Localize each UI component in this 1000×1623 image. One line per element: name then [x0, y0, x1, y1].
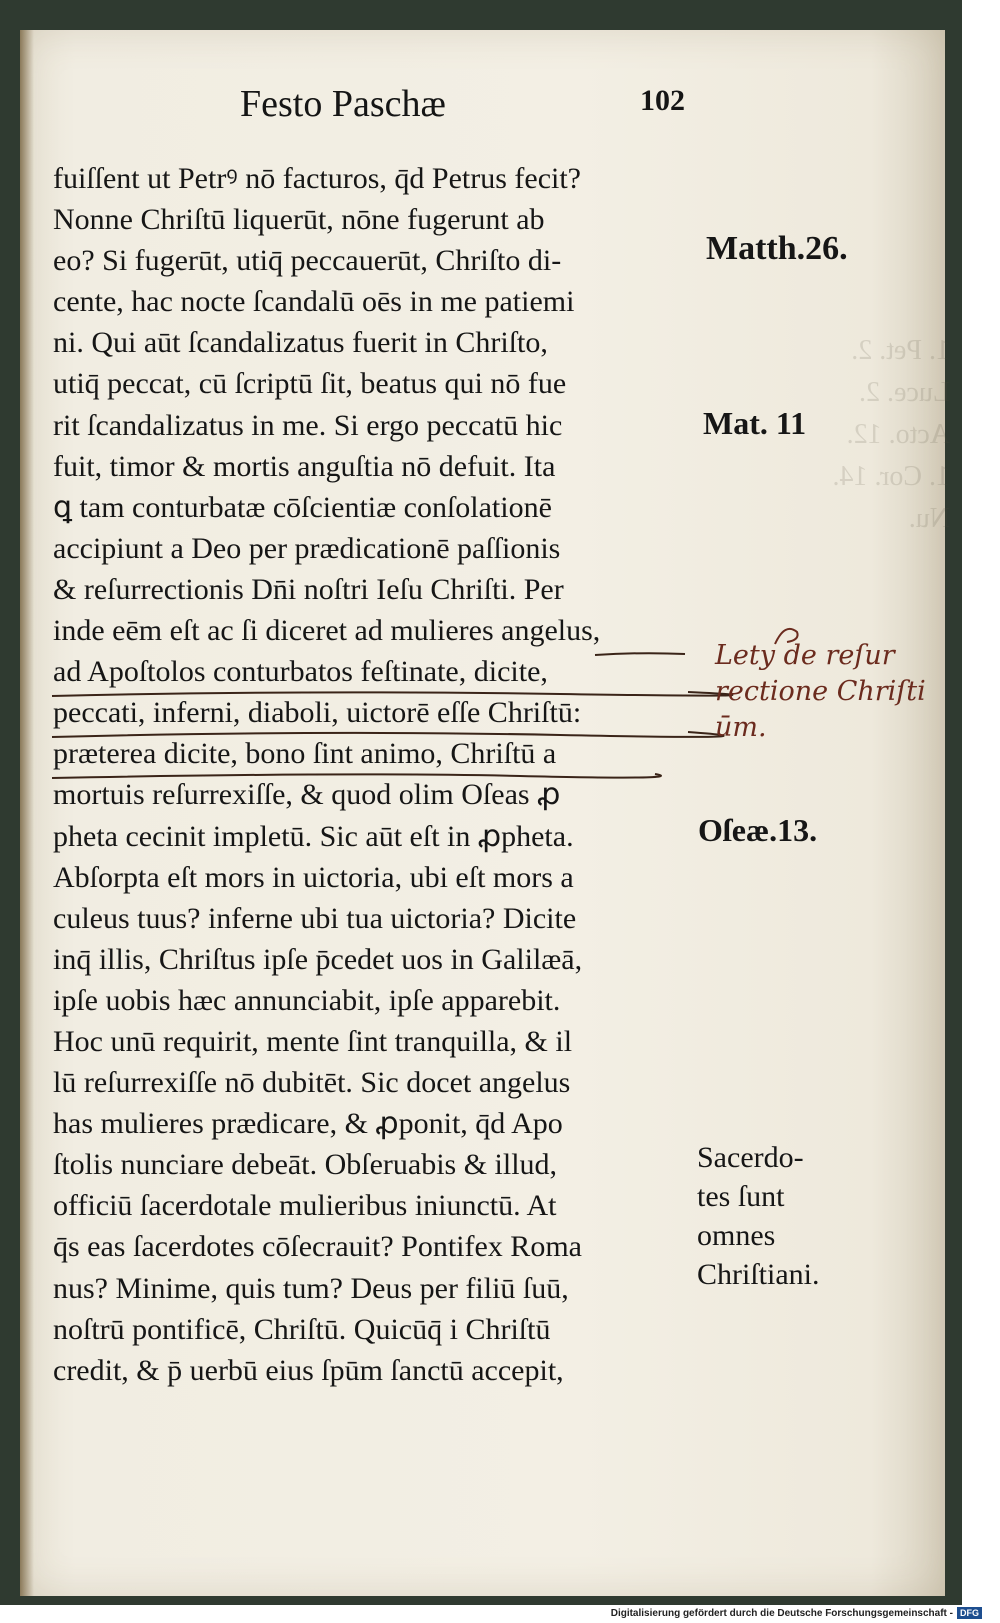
page-number: 102 — [640, 84, 685, 117]
text-line: utiq̄ peccat, cū ſcriptū ſit, beatus qui nō fue — [53, 367, 567, 401]
text-line: ni. Qui aūt ſcandalizatus fuerit in Chriſto, — [53, 326, 548, 360]
text-line: ipſe uobis hæc annunciabit, ipſe apparebit. — [53, 983, 561, 1017]
margin-note-matthew-11: Mat. 11 — [703, 405, 807, 441]
margin-note-line: Sacerdo- — [697, 1141, 804, 1174]
margin-note-hosea: Oſeæ.13. — [698, 812, 818, 848]
text-line: inde eēm eſt ac ſi diceret ad mulieres angelus, — [53, 614, 601, 648]
text-line: cente, hac nocte ſcandalū oēs in me patiemi — [53, 285, 575, 319]
text-line: & reſurrectionis Dn̄i noſtri Ieſu Chriſti. Per — [53, 572, 564, 606]
digitization-footer — [611, 1607, 982, 1619]
text-line: eo? Si fugerūt, utiq̄ peccauerūt, Chriſto di- — [53, 244, 562, 278]
text-line: ꝗ tam conturbatæ cōſcientiæ conſolationē — [53, 490, 552, 524]
text-line: lū reſurrexiſſe nō dubitēt. Sic docet angelus — [53, 1066, 571, 1100]
text-line: rit ſcandalizatus in me. Si ergo peccatū hic — [53, 408, 563, 442]
text-line: fuiſſent ut Petrꝰ nō facturos, q̄d Petrus fecit? — [53, 162, 581, 195]
handwritten-note-text: Lety de reſur rectione Chriſti ūm. — [715, 640, 926, 743]
handwritten-annotation — [705, 620, 945, 760]
text-line: culeus tuus? inferne ubi tua uictoria? Dicite — [53, 901, 577, 935]
footer-credit: Digitalisierung gefördert durch die Deutsche Forschungsgemeinschaft - — [610, 1607, 953, 1619]
bleed-through-text: 1. Pet. 2. Luce. 2. Acto. 12. 1. Cor. 14. Nu. — [832, 335, 950, 534]
text-line: Nonne Chriſtū liquerūt, nōne fugerunt ab — [53, 203, 545, 237]
text-line: ſtolis nunciare debeāt. Obſeruabis & illud, — [53, 1148, 558, 1182]
text-line: officiū ſacerdotale mulieribus iniunctū. At — [53, 1189, 557, 1223]
text-line: peccati, inferni, diaboli, uictorē eſſe Chriſtū: — [53, 696, 582, 730]
text-line: q̄s eas ſacerdotes cōſecrauit? Pontifex Roma — [53, 1230, 582, 1264]
text-line: has mulieres prædicare, & ꝓponit, q̄d Apo — [53, 1107, 563, 1141]
binding-edge — [20, 30, 34, 1596]
text-line: nus? Minime, quis tum? Deus per filiū ſuū, — [53, 1271, 569, 1305]
margin-note-line: tes ſunt — [697, 1180, 785, 1213]
text-line: credit, & p̄ uerbū eius ſpūm ſanctū accepit, — [53, 1353, 564, 1387]
text-line: fuit, timor & mortis anguſtia nō defuit. Ita — [53, 449, 556, 483]
text-line: Abſorpta eſt mors in uictoria, ubi eſt mors a — [53, 860, 574, 894]
text-line: præterea dicite, bono ſint animo, Chriſtū a — [53, 737, 557, 771]
running-head: Festo Paschæ — [240, 83, 446, 125]
dfg-logo: DFG — [957, 1607, 982, 1619]
text-line: noſtrū pontificē, Chriſtū. Quicūq̄ i Chriſtū — [53, 1312, 551, 1346]
text-line: mortuis reſurrexiſſe, & quod olim Oſeas ꝓ — [53, 778, 561, 812]
text-line: ad Apoſtolos conturbatos feſtinate, dicite, — [53, 655, 548, 689]
text-line: Hoc unū requirit, mente ſint tranquilla, & il — [53, 1024, 573, 1058]
margin-note-sacerdotes — [697, 1138, 820, 1294]
text-line: inq̄ illis, Chriſtus ipſe p̄cedet uos in Galilæā, — [53, 942, 583, 976]
text-line: accipiunt a Deo per prædicationē paſſionis — [53, 531, 561, 565]
margin-note-line: omnes — [697, 1219, 776, 1252]
text-line: pheta cecinit impletū. Sic aūt eſt in ꝓpheta. — [53, 819, 574, 853]
body-text — [53, 158, 703, 1391]
margin-note-line: Chriſtiani. — [697, 1258, 820, 1291]
margin-note-matthew: Matth.26. — [706, 230, 848, 267]
